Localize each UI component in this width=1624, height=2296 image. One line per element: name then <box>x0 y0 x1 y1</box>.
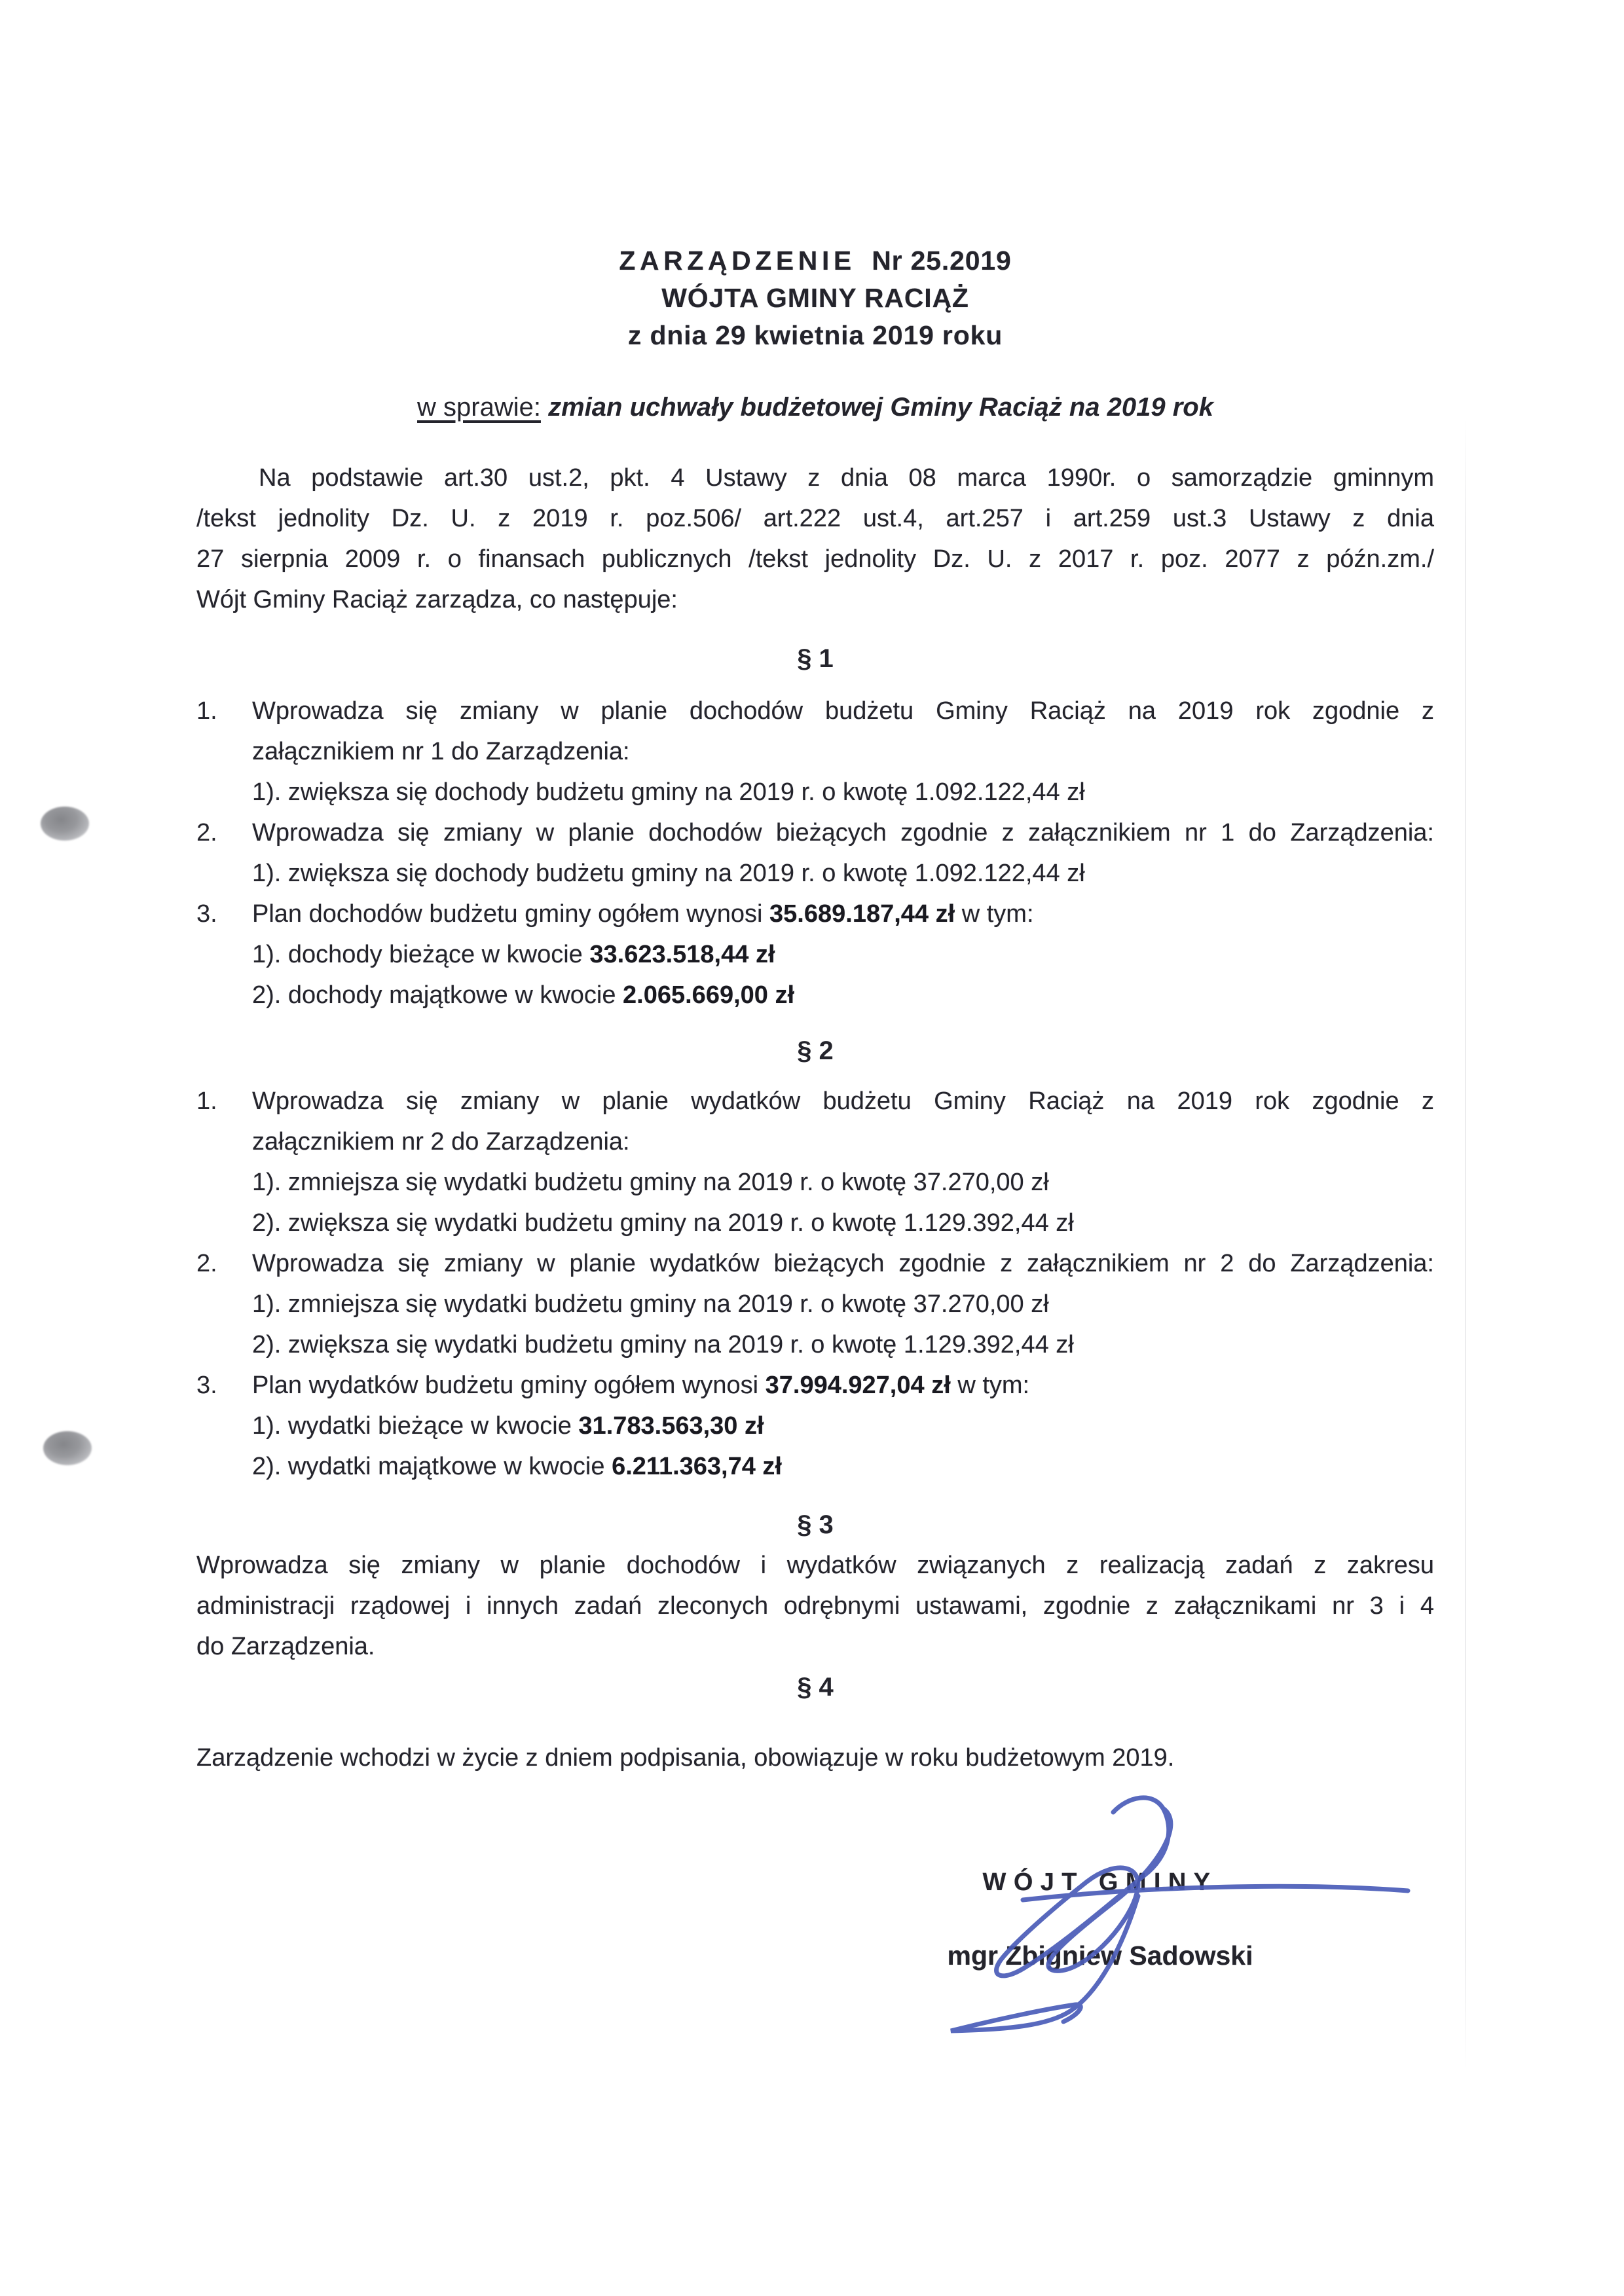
text-line <box>196 1738 1434 1778</box>
text-line <box>252 975 1434 1015</box>
text-run: w tym: <box>950 1372 1030 1399</box>
text-run: załącznikiem nr 2 do Zarządzenia: <box>252 1128 630 1156</box>
text-run: załącznikiem nr 1 do Zarządzenia: <box>252 738 630 765</box>
text-run: Na podstawie art.30 ust.2, pkt. 4 Ustawy z dnia 08 marca 1990r. o samorządzie gminnym <box>259 464 1434 492</box>
subject-label: w sprawie: <box>417 393 541 422</box>
text-run: Wprowadza się zmiany w planie dochodów budżetu Gminy Raciąż na 2019 rok zgodnie z <box>252 697 1434 725</box>
text-run: Wójt Gminy Raciąż zarządza, co następuje: <box>196 586 678 613</box>
text-line <box>252 853 1434 894</box>
section-heading: § 3 <box>797 1510 834 1539</box>
text-line <box>252 691 1434 731</box>
amount-bold: 37.994.927,04 zł <box>765 1372 951 1399</box>
item-number: 2. <box>196 1250 217 1277</box>
text-line <box>252 1284 1434 1324</box>
text-line <box>196 539 1434 579</box>
text-line <box>196 1586 1434 1626</box>
section-items <box>196 691 1434 1015</box>
document-date: z dnia 29 kwietnia 2019 roku <box>627 320 1003 350</box>
text-run: 1). zmniejsza się wydatki budżetu gminy na 2019 r. o kwotę 37.270,00 zł <box>252 1169 1049 1196</box>
section-§1 <box>196 638 1434 1015</box>
text-line <box>252 1324 1434 1365</box>
section-items <box>196 1081 1434 1487</box>
text-line <box>196 498 1434 539</box>
text-run: Wprowadza się zmiany w planie wydatków budżetu Gminy Raciąż na 2019 rok zgodnie z <box>252 1087 1434 1115</box>
text-line <box>252 1081 1434 1121</box>
text-run: 1). wydatki bieżące w kwocie <box>252 1412 579 1440</box>
text-run: Wprowadza się zmiany w planie wydatków bieżących zgodnie z załącznikiem nr 2 do Zarządzenia: <box>252 1250 1434 1277</box>
amount-bold: 6.211.363,74 zł <box>612 1453 782 1480</box>
text-line <box>252 772 1434 812</box>
text-run: 2). dochody majątkowe w kwocie <box>252 981 623 1009</box>
section-§2 <box>196 1030 1434 1487</box>
numbered-item <box>196 894 1434 1015</box>
text-line <box>252 1162 1434 1203</box>
signature-block <box>877 1863 1323 1975</box>
text-run: 1). zmniejsza się wydatki budżetu gminy na 2019 r. o kwotę 37.270,00 zł <box>252 1290 1049 1318</box>
text-line <box>196 1626 1434 1667</box>
text-line <box>252 934 1434 975</box>
text-line <box>252 1121 1434 1162</box>
text-line <box>196 579 1434 620</box>
legal-preamble <box>196 458 1434 620</box>
title-number: Nr 25.2019 <box>872 246 1012 276</box>
text-run: Plan dochodów budżetu gminy ogółem wynosi <box>252 900 770 928</box>
closing-paragraph <box>196 1738 1434 1778</box>
text-run: do Zarządzenia. <box>196 1633 375 1660</box>
section-heading: § 1 <box>797 644 834 673</box>
title-word: ZARZĄDZENIE <box>619 246 856 276</box>
text-run: 2). wydatki majątkowe w kwocie <box>252 1453 612 1480</box>
section-paragraph <box>196 1545 1434 1667</box>
numbered-item <box>196 691 1434 812</box>
hole-punch-mark-top <box>41 807 89 841</box>
numbered-item <box>196 1243 1434 1365</box>
item-number: 1. <box>196 697 217 725</box>
text-run: /tekst jednolity Dz. U. z 2019 r. poz.506/ art.222 ust.4, art.257 i art.259 ust.3 Ustawy z dnia <box>196 505 1434 532</box>
scan-artifact-line <box>1465 419 1466 2069</box>
subject-text: zmian uchwały budżetowej Gminy Raciąż na 2019 rok <box>548 393 1213 422</box>
amount-bold: 31.783.563,30 zł <box>578 1412 764 1440</box>
text-line <box>252 894 1434 934</box>
item-number: 3. <box>196 900 217 928</box>
item-number: 1. <box>196 1087 217 1115</box>
text-run: 2). zwiększa się wydatki budżetu gminy na 2019 r. o kwotę 1.129.392,44 zł <box>252 1209 1074 1237</box>
item-number: 3. <box>196 1372 217 1399</box>
text-run: Zarządzenie wchodzi w życie z dniem podpisania, obowiązuje w roku budżetowym 2019. <box>196 1744 1175 1772</box>
amount-bold: 35.689.187,44 zł <box>769 900 955 928</box>
text-run: 1). zwiększa się dochody budżetu gminy na 2019 r. o kwotę 1.092.122,44 zł <box>252 778 1085 806</box>
numbered-item <box>196 812 1434 894</box>
issuing-authority: WÓJTA GMINY RACIĄŻ <box>661 283 969 313</box>
text-line <box>252 1406 1434 1446</box>
numbered-item <box>196 1081 1434 1243</box>
text-run: 2). zwiększa się wydatki budżetu gminy na 2019 r. o kwotę 1.129.392,44 zł <box>252 1331 1074 1358</box>
text-run: Plan wydatków budżetu gminy ogółem wynosi <box>252 1372 766 1399</box>
document-body <box>196 458 1434 1778</box>
text-run: 1). dochody bieżące w kwocie <box>252 941 590 968</box>
text-line <box>252 1203 1434 1243</box>
text-line <box>252 731 1434 772</box>
section-heading: § 4 <box>797 1673 834 1702</box>
item-number: 2. <box>196 819 217 847</box>
text-run: administracji rządowej i innych zadań zleconych odrębnymi ustawami, zgodnie z załącznikami nr 3 i 4 <box>196 1592 1434 1620</box>
signature-name: mgr Zbigniew Sadowski <box>947 1941 1253 1971</box>
text-run: 1). zwiększa się dochody budżetu gminy na 2019 r. o kwotę 1.092.122,44 zł <box>252 860 1085 887</box>
signature-office-title: WÓJT GMINY <box>982 1868 1218 1896</box>
numbered-item <box>196 1365 1434 1487</box>
subject-line <box>196 387 1434 428</box>
amount-bold: 2.065.669,00 zł <box>623 981 795 1009</box>
section-§4 <box>196 1667 1434 1707</box>
text-line <box>196 458 1434 498</box>
hole-punch-mark-bottom <box>43 1431 92 1465</box>
text-line <box>196 1545 1434 1586</box>
document-title <box>196 242 1434 280</box>
document-content <box>196 242 1434 1778</box>
section-heading: § 2 <box>797 1036 834 1065</box>
text-line <box>252 1446 1434 1487</box>
text-run: w tym: <box>955 900 1034 928</box>
text-line <box>252 812 1434 853</box>
text-run: Wprowadza się zmiany w planie dochodów i wydatków związanych z realizacją zadań z zakresu <box>196 1552 1434 1579</box>
amount-bold: 33.623.518,44 zł <box>589 941 775 968</box>
text-run: Wprowadza się zmiany w planie dochodów bieżących zgodnie z załącznikiem nr 1 do Zarządzenia: <box>252 819 1434 847</box>
section-§3 <box>196 1504 1434 1667</box>
text-line <box>252 1243 1434 1284</box>
text-run: 27 sierpnia 2009 r. o finansach publicznych /tekst jednolity Dz. U. z 2017 r. poz. 2077 z późn.zm./ <box>196 545 1434 573</box>
text-line <box>252 1365 1434 1406</box>
